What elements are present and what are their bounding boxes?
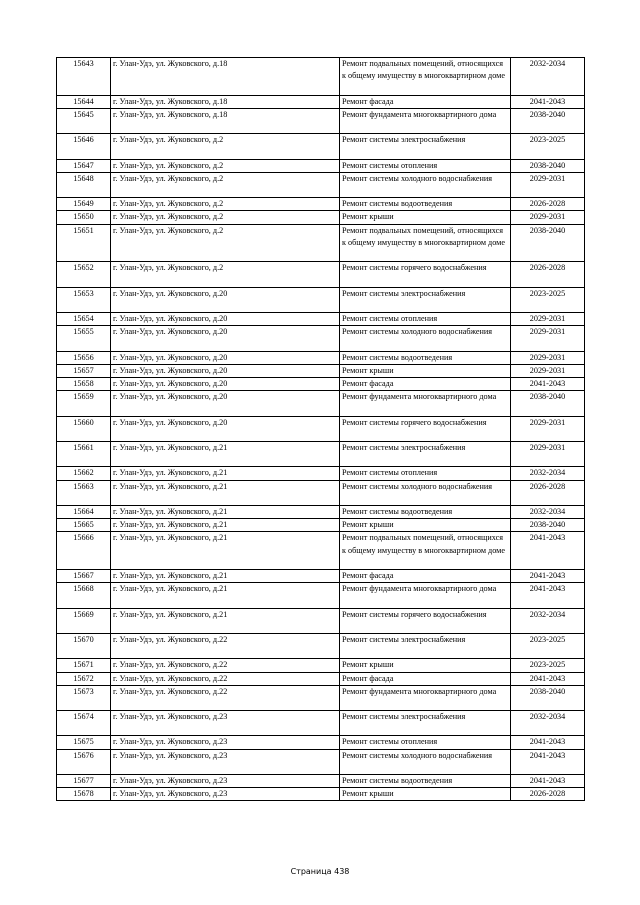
address-cell: г. Улан-Удэ, ул. Жуковского, д.22 — [111, 659, 340, 672]
row-number: 15658 — [57, 377, 111, 390]
address-cell: г. Улан-Удэ, ул. Жуковского, д.23 — [111, 749, 340, 774]
table-row — [57, 95, 585, 108]
work-type-cell: Ремонт системы холодного водоснабжения — [340, 326, 511, 351]
table-row — [57, 198, 585, 211]
table-row — [57, 58, 585, 96]
table-row — [57, 775, 585, 788]
address-cell: г. Улан-Удэ, ул. Жуковского, д.21 — [111, 569, 340, 582]
period-cell: 2041-2043 — [511, 569, 585, 582]
row-number: 15671 — [57, 659, 111, 672]
row-number: 15653 — [57, 287, 111, 312]
table-row — [57, 736, 585, 749]
work-type-cell: Ремонт системы горячего водоснабжения — [340, 416, 511, 441]
address-cell: г. Улан-Удэ, ул. Жуковского, д.23 — [111, 736, 340, 749]
work-type-cell: Ремонт подвальных помещений, относящихся к общему имуществу в многоквартирном доме — [340, 58, 511, 96]
period-cell: 2041-2043 — [511, 95, 585, 108]
table-row — [57, 608, 585, 633]
work-type-cell: Ремонт крыши — [340, 519, 511, 532]
period-cell: 2038-2040 — [511, 519, 585, 532]
period-cell: 2029-2031 — [511, 364, 585, 377]
address-cell: г. Улан-Удэ, ул. Жуковского, д.21 — [111, 532, 340, 570]
page-number: Страница 438 — [290, 867, 350, 876]
address-cell: г. Улан-Удэ, ул. Жуковского, д.20 — [111, 287, 340, 312]
row-number: 15669 — [57, 608, 111, 633]
period-cell: 2038-2040 — [511, 224, 585, 262]
address-cell: г. Улан-Удэ, ул. Жуковского, д.20 — [111, 312, 340, 325]
address-cell: г. Улан-Удэ, ул. Жуковского, д.2 — [111, 159, 340, 172]
table-row — [57, 134, 585, 159]
row-number: 15665 — [57, 519, 111, 532]
address-cell: г. Улан-Удэ, ул. Жуковского, д.2 — [111, 224, 340, 262]
period-cell: 2041-2043 — [511, 775, 585, 788]
table-row — [57, 159, 585, 172]
row-number: 15654 — [57, 312, 111, 325]
period-cell: 2032-2034 — [511, 58, 585, 96]
address-cell: г. Улан-Удэ, ул. Жуковского, д.23 — [111, 775, 340, 788]
period-cell: 2023-2025 — [511, 134, 585, 159]
table-row — [57, 569, 585, 582]
work-type-cell: Ремонт системы горячего водоснабжения — [340, 262, 511, 287]
table-row — [57, 480, 585, 505]
table-row — [57, 391, 585, 416]
table-row — [57, 749, 585, 774]
row-number: 15647 — [57, 159, 111, 172]
table-row — [57, 172, 585, 197]
address-cell: г. Улан-Удэ, ул. Жуковского, д.20 — [111, 364, 340, 377]
period-cell: 2029-2031 — [511, 172, 585, 197]
address-cell: г. Улан-Удэ, ул. Жуковского, д.2 — [111, 134, 340, 159]
work-type-cell: Ремонт системы отопления — [340, 159, 511, 172]
work-type-cell: Ремонт крыши — [340, 788, 511, 801]
address-cell: г. Улан-Удэ, ул. Жуковского, д.20 — [111, 326, 340, 351]
work-type-cell: Ремонт системы водоотведения — [340, 198, 511, 211]
row-number: 15650 — [57, 211, 111, 224]
period-cell: 2029-2031 — [511, 312, 585, 325]
row-number: 15644 — [57, 95, 111, 108]
work-type-cell: Ремонт системы водоотведения — [340, 775, 511, 788]
work-type-cell: Ремонт фундамента многоквартирного дома — [340, 108, 511, 133]
table-row — [57, 711, 585, 736]
row-number: 15663 — [57, 480, 111, 505]
row-number: 15645 — [57, 108, 111, 133]
row-number: 15675 — [57, 736, 111, 749]
address-cell: г. Улан-Удэ, ул. Жуковского, д.18 — [111, 95, 340, 108]
row-number: 15672 — [57, 672, 111, 685]
row-number: 15643 — [57, 58, 111, 96]
row-number: 15659 — [57, 391, 111, 416]
period-cell: 2041-2043 — [511, 736, 585, 749]
work-type-cell: Ремонт системы водоотведения — [340, 505, 511, 518]
table-row — [57, 505, 585, 518]
row-number: 15662 — [57, 467, 111, 480]
period-cell: 2029-2031 — [511, 441, 585, 466]
work-type-cell: Ремонт фасада — [340, 95, 511, 108]
row-number: 15673 — [57, 685, 111, 710]
address-cell: г. Улан-Удэ, ул. Жуковского, д.21 — [111, 467, 340, 480]
row-number: 15661 — [57, 441, 111, 466]
row-number: 15652 — [57, 262, 111, 287]
row-number: 15674 — [57, 711, 111, 736]
work-type-cell: Ремонт крыши — [340, 364, 511, 377]
period-cell: 2038-2040 — [511, 159, 585, 172]
row-number: 15657 — [57, 364, 111, 377]
table-row — [57, 659, 585, 672]
table-row — [57, 224, 585, 262]
work-type-cell: Ремонт подвальных помещений, относящихся к общему имуществу в многоквартирном доме — [340, 224, 511, 262]
row-number: 15656 — [57, 351, 111, 364]
address-cell: г. Улан-Удэ, ул. Жуковского, д.21 — [111, 441, 340, 466]
period-cell: 2029-2031 — [511, 351, 585, 364]
work-type-cell: Ремонт системы холодного водоснабжения — [340, 480, 511, 505]
work-type-cell: Ремонт фасада — [340, 377, 511, 390]
table-row — [57, 108, 585, 133]
row-number: 15649 — [57, 198, 111, 211]
work-type-cell: Ремонт подвальных помещений, относящихся к общему имуществу в многоквартирном доме — [340, 532, 511, 570]
address-cell: г. Улан-Удэ, ул. Жуковского, д.21 — [111, 505, 340, 518]
table-row — [57, 633, 585, 658]
work-type-cell: Ремонт системы горячего водоснабжения — [340, 608, 511, 633]
work-type-cell: Ремонт фундамента многоквартирного дома — [340, 391, 511, 416]
table-row — [57, 211, 585, 224]
period-cell: 2041-2043 — [511, 377, 585, 390]
period-cell: 2029-2031 — [511, 211, 585, 224]
address-cell: г. Улан-Удэ, ул. Жуковского, д.21 — [111, 519, 340, 532]
address-cell: г. Улан-Удэ, ул. Жуковского, д.22 — [111, 633, 340, 658]
work-type-cell: Ремонт системы электроснабжения — [340, 711, 511, 736]
address-cell: г. Улан-Удэ, ул. Жуковского, д.21 — [111, 480, 340, 505]
address-cell: г. Улан-Удэ, ул. Жуковского, д.23 — [111, 788, 340, 801]
period-cell: 2023-2025 — [511, 287, 585, 312]
period-cell: 2038-2040 — [511, 391, 585, 416]
address-cell: г. Улан-Удэ, ул. Жуковского, д.20 — [111, 416, 340, 441]
period-cell: 2032-2034 — [511, 505, 585, 518]
period-cell: 2029-2031 — [511, 326, 585, 351]
row-number: 15664 — [57, 505, 111, 518]
work-type-cell: Ремонт системы электроснабжения — [340, 633, 511, 658]
address-cell: г. Улан-Удэ, ул. Жуковского, д.18 — [111, 58, 340, 96]
address-cell: г. Улан-Удэ, ул. Жуковского, д.22 — [111, 685, 340, 710]
table-body — [57, 58, 585, 801]
table-row — [57, 532, 585, 570]
work-type-cell: Ремонт фундамента многоквартирного дома — [340, 685, 511, 710]
period-cell: 2038-2040 — [511, 685, 585, 710]
row-number: 15667 — [57, 569, 111, 582]
work-type-cell: Ремонт системы отопления — [340, 736, 511, 749]
table-row — [57, 377, 585, 390]
table-row — [57, 519, 585, 532]
period-cell: 2038-2040 — [511, 108, 585, 133]
row-number: 15670 — [57, 633, 111, 658]
period-cell: 2041-2043 — [511, 749, 585, 774]
table-row — [57, 441, 585, 466]
address-cell: г. Улан-Удэ, ул. Жуковского, д.20 — [111, 377, 340, 390]
period-cell: 2023-2025 — [511, 633, 585, 658]
period-cell: 2032-2034 — [511, 711, 585, 736]
period-cell: 2032-2034 — [511, 608, 585, 633]
row-number: 15677 — [57, 775, 111, 788]
period-cell: 2041-2043 — [511, 672, 585, 685]
work-type-cell: Ремонт фасада — [340, 569, 511, 582]
table-row — [57, 416, 585, 441]
address-cell: г. Улан-Удэ, ул. Жуковского, д.21 — [111, 608, 340, 633]
row-number: 15678 — [57, 788, 111, 801]
work-type-cell: Ремонт системы холодного водоснабжения — [340, 172, 511, 197]
period-cell: 2041-2043 — [511, 532, 585, 570]
address-cell: г. Улан-Удэ, ул. Жуковского, д.2 — [111, 211, 340, 224]
period-cell: 2032-2034 — [511, 467, 585, 480]
address-cell: г. Улан-Удэ, ул. Жуковского, д.2 — [111, 198, 340, 211]
table-row — [57, 467, 585, 480]
row-number: 15646 — [57, 134, 111, 159]
table-row — [57, 312, 585, 325]
work-type-cell: Ремонт системы отопления — [340, 467, 511, 480]
table-row — [57, 287, 585, 312]
table-row — [57, 788, 585, 801]
work-type-cell: Ремонт системы водоотведения — [340, 351, 511, 364]
work-type-cell: Ремонт крыши — [340, 659, 511, 672]
period-cell: 2026-2028 — [511, 198, 585, 211]
table-row — [57, 326, 585, 351]
work-type-cell: Ремонт системы холодного водоснабжения — [340, 749, 511, 774]
table-row — [57, 583, 585, 608]
period-cell: 2026-2028 — [511, 262, 585, 287]
table-row — [57, 672, 585, 685]
address-cell: г. Улан-Удэ, ул. Жуковского, д.20 — [111, 351, 340, 364]
address-cell: г. Улан-Удэ, ул. Жуковского, д.18 — [111, 108, 340, 133]
row-number: 15676 — [57, 749, 111, 774]
period-cell: 2023-2025 — [511, 659, 585, 672]
period-cell: 2029-2031 — [511, 416, 585, 441]
period-cell: 2041-2043 — [511, 583, 585, 608]
repair-schedule-table — [56, 57, 585, 801]
address-cell: г. Улан-Удэ, ул. Жуковского, д.23 — [111, 711, 340, 736]
table-row — [57, 262, 585, 287]
address-cell: г. Улан-Удэ, ул. Жуковского, д.2 — [111, 262, 340, 287]
row-number: 15651 — [57, 224, 111, 262]
address-cell: г. Улан-Удэ, ул. Жуковского, д.20 — [111, 391, 340, 416]
table-row — [57, 685, 585, 710]
row-number: 15668 — [57, 583, 111, 608]
work-type-cell: Ремонт крыши — [340, 211, 511, 224]
table-row — [57, 364, 585, 377]
row-number: 15648 — [57, 172, 111, 197]
address-cell: г. Улан-Удэ, ул. Жуковского, д.2 — [111, 172, 340, 197]
period-cell: 2026-2028 — [511, 788, 585, 801]
row-number: 15655 — [57, 326, 111, 351]
work-type-cell: Ремонт фасада — [340, 672, 511, 685]
period-cell: 2026-2028 — [511, 480, 585, 505]
work-type-cell: Ремонт системы электроснабжения — [340, 441, 511, 466]
work-type-cell: Ремонт системы электроснабжения — [340, 287, 511, 312]
address-cell: г. Улан-Удэ, ул. Жуковского, д.21 — [111, 583, 340, 608]
work-type-cell: Ремонт системы отопления — [340, 312, 511, 325]
table-row — [57, 351, 585, 364]
row-number: 15666 — [57, 532, 111, 570]
work-type-cell: Ремонт фундамента многоквартирного дома — [340, 583, 511, 608]
address-cell: г. Улан-Удэ, ул. Жуковского, д.22 — [111, 672, 340, 685]
work-type-cell: Ремонт системы электроснабжения — [340, 134, 511, 159]
row-number: 15660 — [57, 416, 111, 441]
